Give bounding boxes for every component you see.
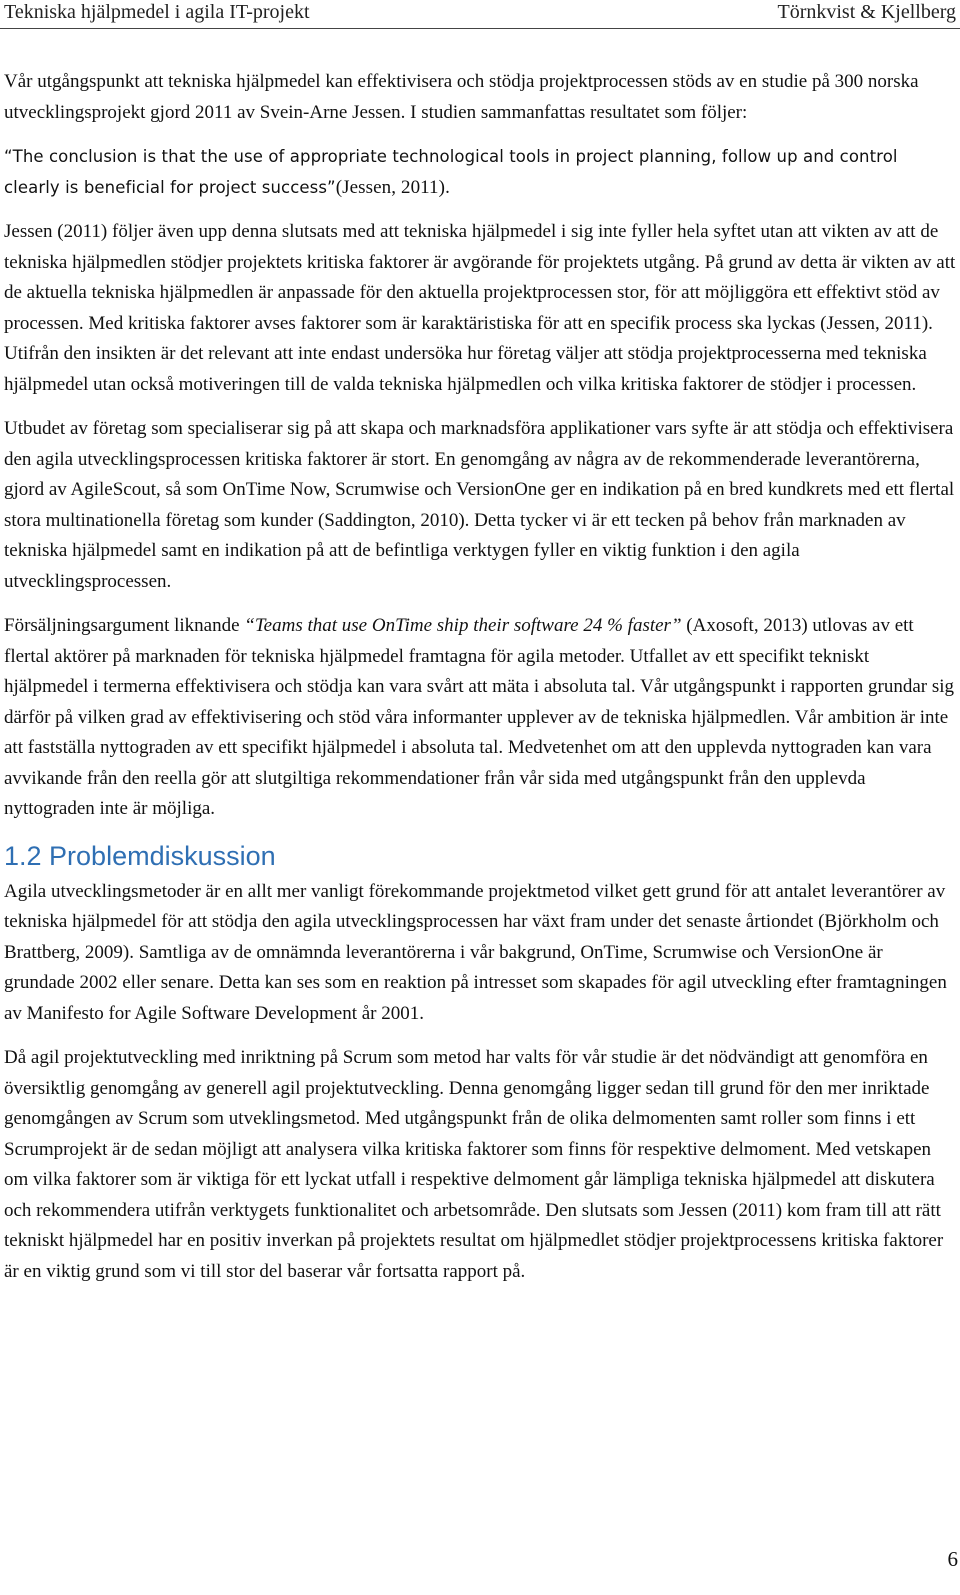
quote-text: “The conclusion is that the use of appropriate technological tools in project planning, follow up and control clearly is beneficial for project success” bbox=[4, 147, 898, 197]
header-divider bbox=[0, 28, 960, 29]
quote-citation: (Jessen, 2011). bbox=[335, 176, 450, 198]
block-quote bbox=[4, 142, 956, 203]
header-title: Tekniska hjälpmedel i agila IT-projekt bbox=[4, 1, 310, 23]
paragraph-scrum: Då agil projektutveckling med inriktning på Scrum som metod har valts för vår studie är det nödvändigt att genomföra en översiktlig genomgång av generell agil projektutveckling. Denna genomgång ligger sedan till grund för den mer inriktade genomgången av Scrum som utveklingsmetod. Med utgångspunkt från de olika delmomenten samt roller som finns i ett Scrumprojekt är de sedan möjligt att analysera vilka kritiska faktorer som finns för respektive delmoment. Med vetskapen om vilka faktorer som är viktiga för ett lyckat utfall i respektive delmoment går lämpliga tekniska hjälpmedel att diskutera och rekommendera utifrån verktygets funktionalitet och arbetsområde. Den slutsats som Jessen (2011) kom fram till att rätt tekniskt hjälpmedel har en positiv inverkan på projektets resultat om hjälpmedlet stödjer projektprocessens kritiska faktorer är en viktig grund som vi till stor del baserar vår fortsatta rapport på. bbox=[4, 1047, 944, 1282]
paragraph-jessen: Jessen (2011) följer även upp denna slutsats med att tekniska hjälpmedel i sig inte fyller hela syftet utan att vikten av att de tekniska hjälpmedlen stödjer projektets kritiska faktorer är avgörande för projektets utgång. På grund av detta är vikten av att de aktuella tekniska hjälpmedlen är anpassade för den aktuella projektprocessen stor, för att möjliggöra ett effektivt stöd av processen. Med kritiska faktorer avses faktorer som är karaktäristiska för att en specifik process ska lyckas (Jessen, 2011). Utifrån den insikten är det relevant att inte endast undersöka hur företag väljer att stödja projektprocesserna med tekniska hjälpmedel utan också motiveringen till de valda tekniska hjälpmedlen och vilka kritiska faktorer de stödjer i processen. bbox=[4, 221, 956, 395]
paragraph-intro: Vår utgångspunkt att tekniska hjälpmedel kan effektivisera och stödja projektprocessen stöds av en studie på 300 norska utvecklingsprojekt gjord 2011 av Svein-Arne Jessen. I studien sammanfattas resultatet som följer: bbox=[4, 71, 919, 123]
inline-quote: “Teams that use OnTime ship their software 24 % faster” bbox=[244, 615, 682, 636]
section-heading: 1.2 Problemdiskussion bbox=[4, 840, 276, 871]
header-authors: Törnkvist & Kjellberg bbox=[777, 1, 956, 23]
paragraph-forsaljning-start: Försäljningsargument liknande bbox=[4, 615, 245, 636]
document-body bbox=[4, 67, 956, 1301]
paragraph-forsaljning bbox=[4, 611, 956, 825]
paragraph-forsaljning-rest: (Axosoft, 2013) utlovas av ett flertal aktörer på marknaden för tekniska hjälpmedel framtagna för agila metoder. Utfallet av ett specifikt tekniskt hjälpmedel i termerna effektivisera och stödja kan vara svårt att mäta i absoluta tal. Vår utgångspunkt i rapporten grundar sig därför på vilken grad av effektivisering och stöd våra informanter upplever av de tekniska hjälpmedlen. Vår ambition är inte att fastställa nyttograden av ett specifikt hjälpmedel i absoluta tal. Medvetenhet om att den upplevda nyttograden kan vara avvikande från den reella gör att slutgiltiga rekommendationer från vår sida med utgångspunkt från den upplevda nyttograden inte är möjliga. bbox=[4, 615, 955, 819]
running-header bbox=[0, 0, 960, 30]
page-number: 6 bbox=[947, 1547, 958, 1571]
paragraph-agila: Agila utvecklingsmetoder är en allt mer vanligt förekommande projektmetod vilket gett grund för att antalet leverantörer av tekniska hjälpmedel för att stödja den agila utvecklingsprocessen har växt fram under det senaste årtiondet (Björkholm och Brattberg, 2009). Samtliga av de omnämnda leverantörerna i vår bakgrund, OnTime, Scrumwise och VersionOne är grundade 2002 eller senare. Detta kan ses som en reaktion på intresset som skapades för agil utveckling efter framtagningen av Manifesto for Agile Software Development år 2001. bbox=[4, 880, 947, 1024]
paragraph-utbud: Utbudet av företag som specialiserar sig på att skapa och marknadsföra applikationer vars syfte är att stödja och effektivisera den agila utvecklingsprocessen kritiska faktorer är stort. En genomgång av några av de rekommenderade leverantörerna, gjord av AgileScout, så som OnTime Now, Scrumwise och VersionOne ger en indikation på en bred kundkrets med ett flertal stora multinationella företag som kunder (Saddington, 2010). Detta tycker vi är ett tecken på behov från marknaden av tekniska hjälpmedel samt en indikation på att de befintliga verktygen fyller en viktig funktion i den agila utvecklingsprocessen. bbox=[4, 418, 955, 592]
